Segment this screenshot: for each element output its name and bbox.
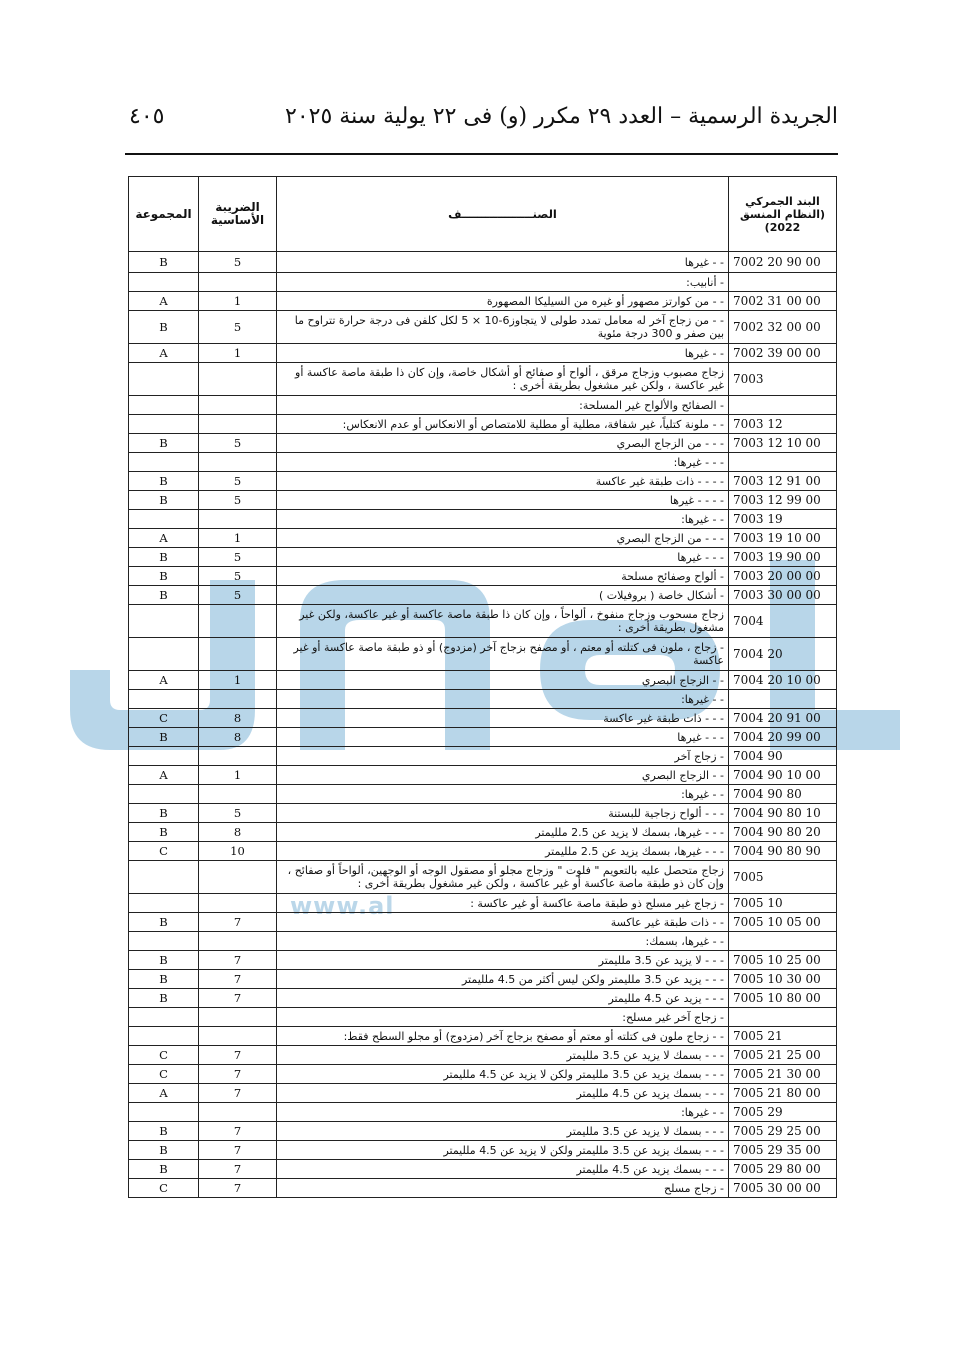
table-row [129, 567, 837, 586]
tariff-code-cell: 7004 20 [729, 638, 837, 671]
description-cell: - - - بسمك يزيد عن 3.5 ملليمتر ولكن لا يزيد عن 4.5 ملليمتر [277, 1141, 729, 1160]
tariff-code-cell: 7004 90 80 20 [729, 823, 837, 842]
description-cell: زجاج مصبوب وزجاج مرقق ، ألواح أو صفائح أو أشكال خاصة، وإن كان ذا طبقة ماصة عاكسة أو غير عاكسة ، ولكن غير مشغول بطريقة أخرى : [277, 363, 729, 396]
rate-cell: 5 [199, 804, 277, 823]
tariff-code-cell [729, 932, 837, 951]
tariff-code-cell [729, 396, 837, 415]
rate-cell [199, 415, 277, 434]
rate-cell: 7 [199, 951, 277, 970]
table-row [129, 638, 837, 671]
table-row [129, 894, 837, 913]
rate-cell: 7 [199, 1179, 277, 1198]
rate-cell: 8 [199, 823, 277, 842]
tariff-code-cell: 7003 12 99 00 [729, 491, 837, 510]
description-cell: - - - لا يزيد عن 3.5 ملليمتر [277, 951, 729, 970]
table-row [129, 292, 837, 311]
table-row [129, 396, 837, 415]
tariff-code-cell: 7004 90 80 [729, 785, 837, 804]
tariff-code-cell: 7003 30 00 00 [729, 586, 837, 605]
rate-cell [199, 747, 277, 766]
table-row [129, 586, 837, 605]
tariff-code-cell: 7002 20 90 00 [729, 252, 837, 273]
table-row [129, 529, 837, 548]
rate-cell: 7 [199, 1065, 277, 1084]
description-cell: - - غيرها: [277, 1103, 729, 1122]
table-row [129, 491, 837, 510]
description-cell: - - - بسمك يزيد عن 4.5 ملليمتر [277, 1160, 729, 1179]
group-cell [129, 932, 199, 951]
group-cell: C [129, 1046, 199, 1065]
group-cell: B [129, 567, 199, 586]
group-cell [129, 785, 199, 804]
group-cell [129, 747, 199, 766]
table-row [129, 1160, 837, 1179]
tariff-code-cell: 7004 90 [729, 747, 837, 766]
table-row [129, 690, 837, 709]
description-cell: - - الزجاج البصري [277, 671, 729, 690]
group-cell: B [129, 1122, 199, 1141]
table-row [129, 363, 837, 396]
table-row [129, 1122, 837, 1141]
tariff-code-cell: 7005 30 00 00 [729, 1179, 837, 1198]
group-cell: B [129, 586, 199, 605]
description-cell: - زجاج آخر غير مسلح: [277, 1008, 729, 1027]
group-cell: C [129, 1179, 199, 1198]
group-cell: B [129, 728, 199, 747]
group-cell: B [129, 1141, 199, 1160]
group-cell [129, 273, 199, 292]
table-body [129, 252, 837, 1198]
tariff-code-cell [729, 453, 837, 472]
header-code: البند الجمركي (النظام المنسق 2022) [729, 177, 837, 252]
rate-cell: 5 [199, 311, 277, 344]
description-cell: زجاج مسحوب وزجاج منفوخ ، ألواحاً ، وإن كان ذا طبقة ماصة عاكسة أو غير عاكسة، ولكن غير مشغول بطريقة أخرى : [277, 605, 729, 638]
rate-cell [199, 273, 277, 292]
table-row [129, 785, 837, 804]
rate-cell [199, 1008, 277, 1027]
rate-cell: 7 [199, 989, 277, 1008]
description-cell: - زجاج آخر [277, 747, 729, 766]
group-cell: B [129, 252, 199, 273]
tariff-code-cell: 7005 [729, 861, 837, 894]
group-cell: B [129, 311, 199, 344]
table-row [129, 671, 837, 690]
description-cell: - زجاج ، ملون فى كتلته أو معتم ، أو مصفح بزجاج آخر (مزدوج) أو ذو طبقة ماصة عاكسة أو غير عاكسة [277, 638, 729, 671]
group-cell: B [129, 951, 199, 970]
tariff-code-cell: 7003 20 00 00 [729, 567, 837, 586]
rate-cell: 5 [199, 548, 277, 567]
description-cell: - - ذات طبقة غير عاكسة [277, 913, 729, 932]
group-cell: A [129, 671, 199, 690]
table-row [129, 344, 837, 363]
description-cell: - - - من الزجاج البصري [277, 434, 729, 453]
table-row [129, 709, 837, 728]
table-row [129, 913, 837, 932]
tariff-code-cell: 7003 [729, 363, 837, 396]
tariff-code-cell: 7004 20 99 00 [729, 728, 837, 747]
rate-cell: 5 [199, 567, 277, 586]
group-cell: B [129, 804, 199, 823]
table-row [129, 842, 837, 861]
table-header-row [129, 177, 837, 252]
tariff-code-cell: 7005 21 30 00 [729, 1065, 837, 1084]
table-row [129, 932, 837, 951]
table-row [129, 1084, 837, 1103]
description-cell: - الصفائح والألواح غير المسلحة: [277, 396, 729, 415]
description-cell: - - من كوارتز مصهور أو غيره من السيليكا المصهورة [277, 292, 729, 311]
description-cell: - - - ذات طبقة غير عاكسة [277, 709, 729, 728]
description-cell: - - - غيرها، بسمك يزيد عن 2.5 ملليمتر [277, 842, 729, 861]
group-cell: B [129, 548, 199, 567]
tariff-code-cell: 7005 10 05 00 [729, 913, 837, 932]
rate-cell [199, 453, 277, 472]
group-cell: B [129, 472, 199, 491]
rate-cell: 1 [199, 292, 277, 311]
tariff-code-cell: 7003 19 10 00 [729, 529, 837, 548]
group-cell [129, 396, 199, 415]
header-description: الصنــــــــــــــــــف [277, 177, 729, 252]
table-row [129, 970, 837, 989]
tariff-code-cell: 7002 39 00 00 [729, 344, 837, 363]
rate-cell: 7 [199, 970, 277, 989]
table-row [129, 1141, 837, 1160]
description-cell: - - غيرها: [277, 785, 729, 804]
rate-cell [199, 605, 277, 638]
tariff-code-cell: 7002 32 00 00 [729, 311, 837, 344]
description-cell: - - - من الزجاج البصري [277, 529, 729, 548]
tariff-code-cell: 7005 10 30 00 [729, 970, 837, 989]
group-cell: C [129, 842, 199, 861]
tariff-code-cell: 7005 10 25 00 [729, 951, 837, 970]
rate-cell [199, 638, 277, 671]
table-row [129, 1027, 837, 1046]
table-row [129, 273, 837, 292]
tariff-code-cell: 7003 12 91 00 [729, 472, 837, 491]
rate-cell: 7 [199, 1046, 277, 1065]
tariff-code-cell: 7003 12 10 00 [729, 434, 837, 453]
rate-cell [199, 1103, 277, 1122]
tariff-code-cell: 7005 29 [729, 1103, 837, 1122]
description-cell: - - - غيرها: [277, 453, 729, 472]
table-row [129, 747, 837, 766]
description-cell: - - - بسمك لا يزيد عن 3.5 ملليمتر [277, 1046, 729, 1065]
group-cell [129, 861, 199, 894]
group-cell: C [129, 1065, 199, 1084]
page-number: ٤٠٥ [129, 104, 165, 129]
tariff-code-cell: 7004 90 80 10 [729, 804, 837, 823]
rate-cell: 7 [199, 1160, 277, 1179]
description-cell: - - غيرها [277, 252, 729, 273]
header-rate: الضريبة الأساسية [199, 177, 277, 252]
rate-cell [199, 932, 277, 951]
group-cell: B [129, 989, 199, 1008]
description-cell: - - - بسمك يزيد عن 4.5 ملليمتر [277, 1084, 729, 1103]
group-cell: A [129, 766, 199, 785]
tariff-code-cell: 7004 90 80 90 [729, 842, 837, 861]
tariff-code-cell: 7005 21 [729, 1027, 837, 1046]
description-cell: - - - - ذات طبقة غير عاكسة [277, 472, 729, 491]
table-row [129, 1065, 837, 1084]
table-row [129, 1103, 837, 1122]
description-cell: - - - غيرها، بسمك لا يزيد عن 2.5 ملليمتر [277, 823, 729, 842]
group-cell [129, 1103, 199, 1122]
description-cell: زجاج متحصل عليه بالتعويم " فلوت " وزجاج مجلو أو مصقول الوجه أو الوجهين، ألواحاً أو صفائح ، وإن كان ذو طبقة ماصة عاكسة أو غير عاكسة ، ولكن غير مشغول بطريقة أخرى : [277, 861, 729, 894]
group-cell: B [129, 913, 199, 932]
rate-cell: 8 [199, 709, 277, 728]
tariff-code-cell: 7003 19 90 00 [729, 548, 837, 567]
group-cell [129, 1008, 199, 1027]
description-cell: - - من زجاج آخر له معامل تمدد طولى لا يتجاوز6-10 × 5 لكل كلفن فى درجة حرارة تتراوح ما بين صفر و 300 درجة مئوية [277, 311, 729, 344]
group-cell [129, 415, 199, 434]
description-cell: - - - يزيد عن 4.5 ملليمتر [277, 989, 729, 1008]
group-cell [129, 510, 199, 529]
gazette-title: الجريدة الرسمية – العدد ٢٩ مكرر (و) فى ٢٢ يولية سنة ٢٠٢٥ [285, 104, 838, 129]
table-row [129, 1179, 837, 1198]
table-row [129, 861, 837, 894]
table-row [129, 989, 837, 1008]
group-cell: B [129, 1160, 199, 1179]
table-row [129, 252, 837, 273]
tariff-code-cell [729, 690, 837, 709]
description-cell: - - - غيرها [277, 728, 729, 747]
rate-cell [199, 861, 277, 894]
description-cell: - - - بسمك لا يزيد عن 3.5 ملليمتر [277, 1122, 729, 1141]
tariff-code-cell: 7004 20 91 00 [729, 709, 837, 728]
table-row [129, 472, 837, 491]
group-cell: A [129, 1084, 199, 1103]
table-row [129, 804, 837, 823]
tariff-code-cell: 7005 10 [729, 894, 837, 913]
group-cell: B [129, 434, 199, 453]
rate-cell: 7 [199, 1084, 277, 1103]
rate-cell: 1 [199, 671, 277, 690]
description-cell: - - - يزيد عن 3.5 ملليمتر ولكن ليس أكثر من 4.5 ملليمتر [277, 970, 729, 989]
rate-cell: 7 [199, 1141, 277, 1160]
group-cell [129, 363, 199, 396]
table-row [129, 728, 837, 747]
rate-cell: 5 [199, 491, 277, 510]
tariff-code-cell [729, 273, 837, 292]
table-row [129, 510, 837, 529]
table-row [129, 1008, 837, 1027]
description-cell: - - غيرها [277, 344, 729, 363]
tariff-code-cell: 7003 12 [729, 415, 837, 434]
description-cell: - - الزجاج البصري [277, 766, 729, 785]
group-cell [129, 894, 199, 913]
rate-cell [199, 396, 277, 415]
tariff-code-cell: 7005 10 80 00 [729, 989, 837, 1008]
rate-cell: 5 [199, 434, 277, 453]
rate-cell: 8 [199, 728, 277, 747]
tariff-code-cell: 7004 90 10 00 [729, 766, 837, 785]
tariff-code-cell: 7002 31 00 00 [729, 292, 837, 311]
rate-cell [199, 690, 277, 709]
rate-cell: 7 [199, 913, 277, 932]
group-cell: B [129, 491, 199, 510]
description-cell: - زجاج مسلح [277, 1179, 729, 1198]
rate-cell [199, 363, 277, 396]
description-cell: - زجاج غير مسلح ذو طبقة ماصة عاكسة أو غير عاكسة : [277, 894, 729, 913]
description-cell: - - زجاج ملون فى كتلته أو معتم أو مصفح بزجاج آخر (مزدوج) أو مجلو السطح فقط: [277, 1027, 729, 1046]
group-cell [129, 638, 199, 671]
tariff-code-cell: 7005 29 80 00 [729, 1160, 837, 1179]
tariff-code-cell: 7005 29 35 00 [729, 1141, 837, 1160]
header-divider [125, 153, 838, 155]
description-cell: - - - - غيرها [277, 491, 729, 510]
rate-cell [199, 894, 277, 913]
rate-cell: 1 [199, 344, 277, 363]
table-row [129, 605, 837, 638]
description-cell: - - - غيرها [277, 548, 729, 567]
description-cell: - - غيرها، بسمك: [277, 932, 729, 951]
group-cell: B [129, 823, 199, 842]
rate-cell [199, 510, 277, 529]
tariff-code-cell: 7004 20 10 00 [729, 671, 837, 690]
tariff-table [128, 176, 837, 1198]
rate-cell: 5 [199, 472, 277, 491]
table-row [129, 1046, 837, 1065]
table-row [129, 766, 837, 785]
tariff-code-cell: 7005 21 25 00 [729, 1046, 837, 1065]
group-cell: A [129, 292, 199, 311]
rate-cell: 1 [199, 766, 277, 785]
tariff-code-cell: 7003 19 [729, 510, 837, 529]
tariff-code-cell: 7005 29 25 00 [729, 1122, 837, 1141]
description-cell: - - ملونة كتلياً، غير شفافة، مطلية أو مطلية للامتصاص أو الانعكاس أو عدم الانعكاس: [277, 415, 729, 434]
group-cell [129, 605, 199, 638]
rate-cell [199, 785, 277, 804]
group-cell: A [129, 529, 199, 548]
group-cell [129, 1027, 199, 1046]
description-cell: - - - ألواح زجاجية للبستنة [277, 804, 729, 823]
table-row [129, 548, 837, 567]
group-cell [129, 453, 199, 472]
description-cell: - أشكال خاصة ( بروفيلات ) [277, 586, 729, 605]
description-cell: - أنابيب: [277, 273, 729, 292]
tariff-code-cell [729, 1008, 837, 1027]
watermark-url: www.al [290, 892, 395, 920]
rate-cell [199, 1027, 277, 1046]
description-cell: - - - بسمك يزيد عن 3.5 ملليمتر ولكن لا يزيد عن 4.5 ملليمتر [277, 1065, 729, 1084]
rate-cell: 1 [199, 529, 277, 548]
group-cell: A [129, 344, 199, 363]
rate-cell: 5 [199, 252, 277, 273]
group-cell: B [129, 970, 199, 989]
rate-cell: 7 [199, 1122, 277, 1141]
table-row [129, 823, 837, 842]
description-cell: - - غيرها: [277, 690, 729, 709]
table-row [129, 311, 837, 344]
description-cell: - - غيرها: [277, 510, 729, 529]
group-cell [129, 690, 199, 709]
description-cell: - ألواح وصفائح مسلحة [277, 567, 729, 586]
table-row [129, 951, 837, 970]
rate-cell: 5 [199, 586, 277, 605]
group-cell: C [129, 709, 199, 728]
page-header [125, 104, 838, 144]
table-row [129, 434, 837, 453]
tariff-code-cell: 7005 21 80 00 [729, 1084, 837, 1103]
header-group: المجموعة [129, 177, 199, 252]
tariff-code-cell: 7004 [729, 605, 837, 638]
rate-cell: 10 [199, 842, 277, 861]
table-row [129, 453, 837, 472]
table-row [129, 415, 837, 434]
